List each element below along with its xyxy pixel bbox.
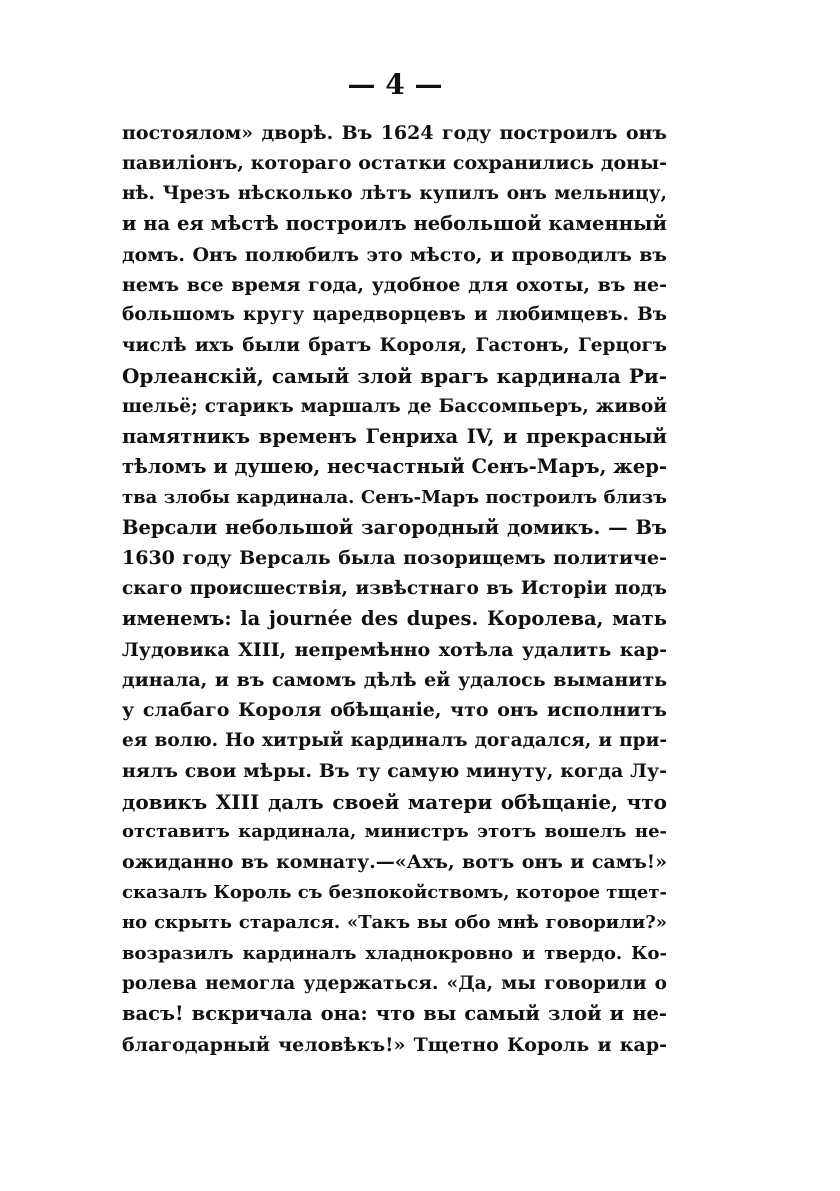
text-line: постоялом» дворѣ. Въ 1624 году построилъ онъ	[122, 122, 667, 144]
text-line: возразилъ кардиналъ хладнокровно и твердо. Ко-	[122, 942, 667, 964]
text-line: ролева немогла удержаться. «Да, мы говорили о	[122, 972, 667, 994]
text-line: домъ. Онъ полюбилъ это мѣсто, и проводилъ въ	[122, 243, 667, 266]
body-text	[122, 118, 667, 1060]
text-line: и на ея мѣстѣ построилъ небольшой каменный	[122, 212, 667, 236]
text-line: шельё; старикъ маршалъ де Бассомпьеръ, живой	[122, 395, 667, 417]
text-line: числѣ ихъ были братъ Короля, Гастонъ, Герцогъ	[122, 334, 667, 356]
text-line: сказалъ Король съ безпокойствомъ, которое тщет-	[122, 881, 667, 903]
text-line: Лудовика XIII, непремѣнно хотѣла удалить кар-	[122, 638, 667, 661]
text-line: именемъ: la journée des dupes. Королева, мать	[122, 607, 667, 631]
text-line: тва злобы кардинала. Сенъ-Маръ построилъ близъ	[122, 486, 667, 508]
text-line: большомъ кругу царедворцевъ и любимцевъ. Въ	[122, 304, 667, 326]
text-line: у слабаго Короля обѣщаніе, что онъ исполнитъ	[122, 699, 667, 722]
text-line: динала, и въ самомъ дѣлѣ ей удалось выманить	[122, 669, 667, 692]
text-line: немъ все время года, удобное для охоты, въ не-	[122, 273, 667, 296]
text-line: павиліонъ, котораго остатки сохранились доны-	[122, 152, 667, 175]
text-line: благодарный человѣкъ!» Тщетно Король и кар-	[122, 1033, 667, 1056]
text-line: васъ! вскричала она: что вы самый злой и не-	[122, 1002, 667, 1026]
text-line: Версали небольшой загородный домикъ. — Въ	[122, 516, 667, 540]
text-line: ожиданно въ комнату.—«Ахъ, вотъ онъ и самъ!»	[122, 851, 667, 874]
text-line: 1630 году Версаль была позорищемъ политиче-	[122, 547, 667, 570]
text-line: тѣломъ и душею, несчастный Сенъ-Маръ, жер-	[122, 455, 667, 479]
text-line: Орлеанскій, самый злой врагъ кардинала Ри-	[122, 364, 667, 389]
text-line: ея волю. Но хитрый кардиналъ догадался, и при-	[122, 729, 667, 751]
text-line: отставитъ кардинала, министръ этотъ вошелъ не-	[122, 820, 667, 842]
text-line: довикъ XIII далъ своей матери обѣщаніе, что	[122, 789, 667, 814]
text-line: нѣ. Чрезъ нѣсколько лѣтъ купилъ онъ мельницу,	[122, 182, 667, 204]
text-line: памятникъ временъ Генриха IV, и прекрасный	[122, 424, 667, 448]
text-line: но скрыть старался. «Такъ вы обо мнѣ говорили?»	[122, 912, 667, 934]
page-number: — 4 —	[347, 68, 443, 101]
text-line: скаго происшествія, извѣстнаго въ Исторіи подъ	[122, 577, 667, 599]
text-line: нялъ свои мѣры. Въ ту самую минуту, когда Лу-	[122, 760, 667, 783]
